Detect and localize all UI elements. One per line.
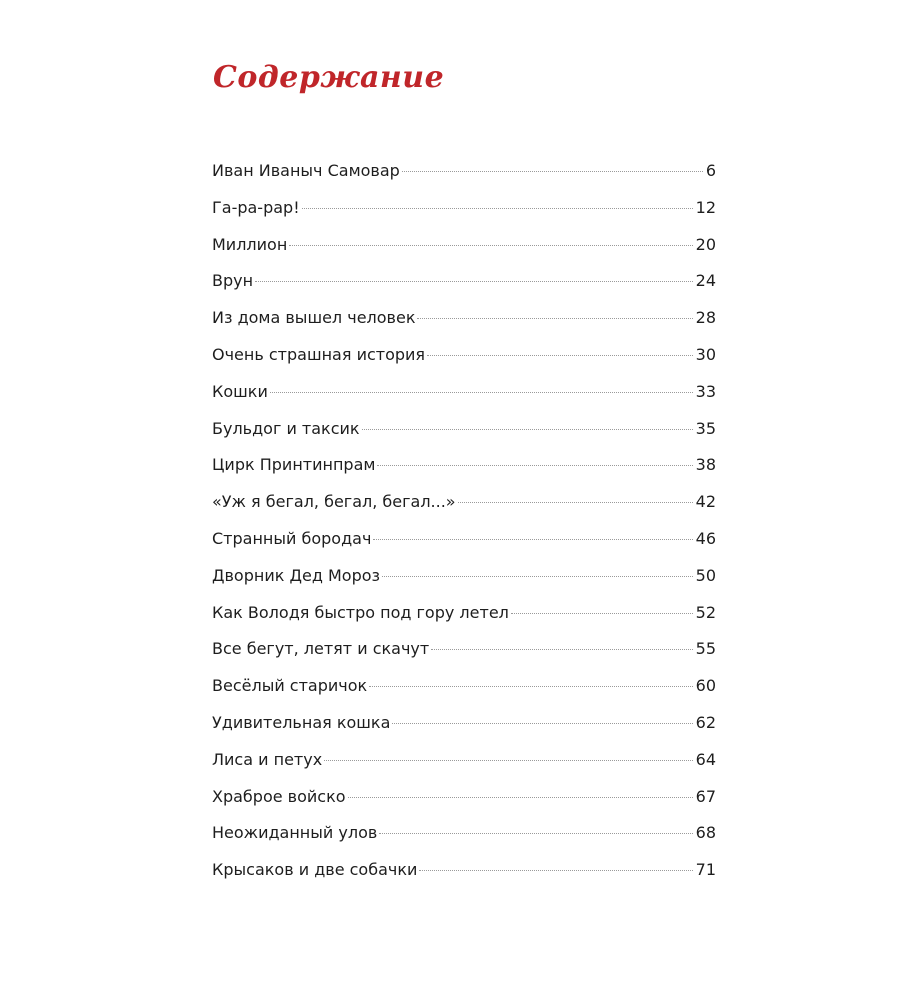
table-of-contents bbox=[212, 153, 716, 889]
dot-leader bbox=[382, 575, 693, 577]
toc-entry bbox=[212, 631, 716, 668]
dot-leader bbox=[458, 501, 693, 503]
toc-entry bbox=[212, 374, 716, 411]
toc-entry-title: «Уж я бегал, бегал, бегал...» bbox=[212, 492, 456, 512]
dot-leader bbox=[431, 648, 692, 650]
toc-entry bbox=[212, 447, 716, 484]
toc-entry-page-number: 42 bbox=[695, 492, 716, 512]
toc-entry-title: Дворник Дед Мороз bbox=[212, 565, 381, 585]
toc-entry bbox=[212, 779, 716, 816]
dot-leader bbox=[377, 464, 692, 466]
dot-leader bbox=[289, 244, 692, 246]
toc-entry-page-number: 60 bbox=[695, 676, 716, 696]
dot-leader bbox=[302, 207, 693, 209]
dot-leader bbox=[255, 280, 693, 282]
toc-entry-title: Все бегут, летят и скачут bbox=[212, 639, 430, 659]
toc-entry-page-number: 33 bbox=[695, 381, 716, 401]
toc-entry-title: Иван Иваныч Самовар bbox=[212, 161, 400, 180]
toc-entry bbox=[212, 742, 716, 779]
toc-entry bbox=[212, 558, 716, 595]
toc-entry bbox=[212, 411, 716, 448]
dot-leader bbox=[373, 538, 692, 540]
toc-entry-page-number: 28 bbox=[695, 308, 716, 328]
toc-entry bbox=[212, 668, 716, 705]
dot-leader bbox=[362, 428, 693, 430]
toc-entry bbox=[212, 153, 716, 190]
toc-entry-page-number: 55 bbox=[695, 639, 716, 659]
toc-entry bbox=[212, 484, 716, 521]
toc-entry bbox=[212, 521, 716, 558]
toc-entry-title: Удивительная кошка bbox=[212, 712, 391, 732]
toc-entry bbox=[212, 705, 716, 742]
toc-entry-title: Бульдог и таксик bbox=[212, 418, 360, 438]
dot-leader bbox=[369, 685, 692, 687]
toc-entry bbox=[212, 300, 716, 337]
dot-leader bbox=[348, 796, 693, 798]
dot-leader bbox=[419, 869, 692, 871]
toc-entry bbox=[212, 852, 716, 889]
toc-entry-title: Цирк Принтинпрам bbox=[212, 455, 376, 475]
toc-entry-title: Врун bbox=[212, 271, 254, 291]
toc-entry-page-number: 68 bbox=[695, 823, 716, 843]
dot-leader bbox=[417, 317, 692, 319]
toc-entry-page-number: 52 bbox=[695, 602, 716, 622]
toc-entry-title: Га-ра-рар! bbox=[212, 197, 300, 217]
toc-entry-page-number: 64 bbox=[695, 749, 716, 769]
toc-entry-page-number: 62 bbox=[695, 712, 716, 732]
toc-entry bbox=[212, 595, 716, 632]
toc-entry-page-number: 71 bbox=[695, 860, 716, 880]
dot-leader bbox=[379, 832, 692, 834]
toc-entry-page-number: 6 bbox=[705, 161, 716, 180]
dot-leader bbox=[270, 391, 693, 393]
toc-entry-title: Миллион bbox=[212, 234, 288, 254]
toc-entry bbox=[212, 337, 716, 374]
toc-entry-page-number: 46 bbox=[695, 528, 716, 548]
toc-entry-page-number: 20 bbox=[695, 234, 716, 254]
toc-entry bbox=[212, 263, 716, 300]
toc-entry-title: Кошки bbox=[212, 381, 268, 401]
toc-entry-title: Очень страшная история bbox=[212, 344, 426, 364]
toc-entry-title: Храброе войско bbox=[212, 786, 346, 806]
toc-entry-page-number: 30 bbox=[695, 344, 716, 364]
toc-entry-page-number: 38 bbox=[695, 455, 716, 475]
toc-entry bbox=[212, 190, 716, 227]
toc-entry-page-number: 35 bbox=[695, 418, 716, 438]
toc-entry-page-number: 67 bbox=[695, 786, 716, 806]
dot-leader bbox=[511, 612, 693, 614]
dot-leader bbox=[392, 722, 692, 724]
dot-leader bbox=[324, 759, 692, 761]
dot-leader bbox=[427, 354, 693, 356]
toc-entry-title: Весёлый старичок bbox=[212, 676, 368, 696]
toc-entry-title: Странный бородач bbox=[212, 528, 372, 548]
toc-entry-title: Крысаков и две собачки bbox=[212, 860, 418, 880]
toc-entry-page-number: 50 bbox=[695, 565, 716, 585]
toc-entry-title: Из дома вышел человек bbox=[212, 308, 416, 328]
toc-entry-title: Лиса и петух bbox=[212, 749, 323, 769]
toc-entry bbox=[212, 815, 716, 852]
dot-leader bbox=[402, 170, 703, 172]
page-title: Содержание bbox=[213, 60, 445, 95]
toc-entry-title: Как Володя быстро под гору летел bbox=[212, 602, 509, 622]
toc-entry bbox=[212, 227, 716, 264]
toc-entry-page-number: 24 bbox=[695, 271, 716, 291]
toc-entry-page-number: 12 bbox=[695, 197, 716, 217]
toc-entry-title: Неожиданный улов bbox=[212, 823, 378, 843]
